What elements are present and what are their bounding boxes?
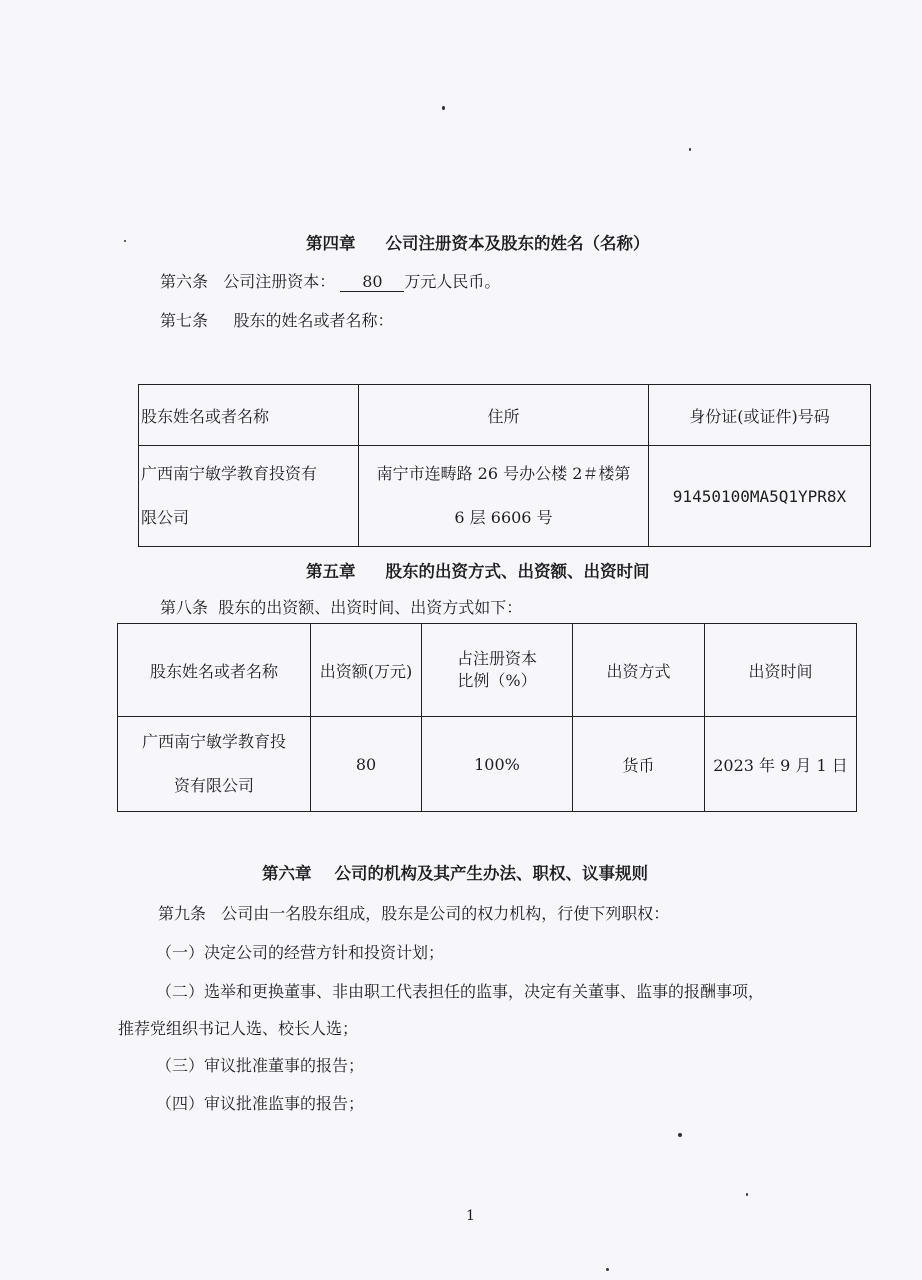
article-9 (158, 904, 669, 924)
scan-speck (678, 1133, 682, 1137)
scan-speck (689, 148, 691, 151)
article-9-text: 公司由一名股东组成，股东是公司的权力机构，行使下列职权： (221, 904, 670, 923)
list-item: （二）选举和更换董事、非由职工代表担任的监事，决定有关董事、监事的报酬事项， (156, 982, 765, 1001)
list-item: （一）决定公司的经营方针和投资计划； (156, 943, 445, 962)
address-line2: 6 层 6606 号 (454, 508, 553, 527)
table-header: 出资额(万元) (311, 624, 422, 717)
scan-speck (124, 240, 126, 242)
shareholder-name-line2: 资有限公司 (173, 776, 254, 795)
scan-speck (606, 1268, 609, 1271)
id-number-cell: 91450100MA5Q1YPR8X (649, 446, 871, 547)
list-item: （三）审议批准董事的报告； (156, 1056, 365, 1075)
table-header: 股东姓名或者名称 (118, 624, 311, 717)
table-header: 股东姓名或者名称 (139, 385, 359, 446)
article-7 (160, 311, 393, 331)
date-cell: 2023 年 9 月 1 日 (705, 717, 857, 812)
registered-capital-value: 80 (340, 273, 404, 292)
shareholder-table (138, 384, 871, 547)
ratio-cell: 100% (422, 717, 573, 812)
chapter-4-heading (306, 234, 650, 254)
article-7-text: 股东的姓名或者名称： (233, 311, 394, 330)
article-6-suffix: 万元人民币。 (404, 272, 501, 291)
shareholder-name-line2: 限公司 (141, 508, 190, 527)
article-8 (160, 598, 522, 618)
article-8-label: 第八条 (160, 598, 209, 617)
method-cell: 货币 (573, 717, 705, 812)
article-9-label: 第九条 (158, 904, 207, 923)
chapter-6-heading (262, 864, 648, 884)
chapter-4-number: 第四章 (306, 234, 356, 253)
address-cell (359, 446, 649, 547)
chapter-5-number: 第五章 (306, 562, 356, 581)
article-6-label: 第六条 (160, 272, 209, 291)
table-header: 比例（%） (457, 671, 537, 690)
chapter-6-title: 公司的机构及其产生办法、职权、议事规则 (334, 864, 648, 883)
amount-cell: 80 (311, 717, 422, 812)
table-header: 身份证(或证件)号码 (649, 385, 871, 446)
table-header: 占注册资本 (456, 649, 537, 668)
page-number: 1 (466, 1208, 475, 1224)
table-header: 出资方式 (573, 624, 705, 717)
chapter-5-heading (306, 562, 650, 582)
table-row (118, 717, 857, 812)
table-row (139, 446, 871, 547)
table-header: 住所 (359, 385, 649, 446)
table-header: 出资时间 (705, 624, 857, 717)
article-7-label: 第七条 (160, 311, 209, 330)
contribution-table (117, 623, 857, 812)
table-header-row (118, 624, 857, 717)
shareholder-name-cell (118, 717, 311, 812)
list-item-continuation: 推荐党组织书记人选、校长人选； (118, 1019, 359, 1038)
chapter-4-title: 公司注册资本及股东的姓名（名称） (385, 234, 650, 253)
address-line1: 南宁市连畴路 26 号办公楼 2＃楼第 (376, 464, 631, 483)
shareholder-name-line1: 广西南宁敏学教育投 (141, 732, 286, 751)
article-8-text: 股东的出资额、出资时间、出资方式如下： (218, 598, 523, 617)
scan-speck (442, 106, 445, 110)
shareholder-name-line1: 广西南宁敏学教育投资有 (141, 464, 318, 483)
chapter-5-title: 股东的出资方式、出资额、出资时间 (385, 562, 650, 581)
scan-speck (746, 1193, 748, 1196)
table-header-row (139, 385, 871, 446)
ratio-header-cell (422, 624, 573, 717)
shareholder-name-cell (139, 446, 359, 547)
chapter-6-number: 第六章 (262, 864, 312, 883)
list-item: （四）审议批准监事的报告； (156, 1094, 365, 1113)
article-6-prefix: 公司注册资本： (223, 272, 336, 291)
article-6 (160, 272, 500, 292)
